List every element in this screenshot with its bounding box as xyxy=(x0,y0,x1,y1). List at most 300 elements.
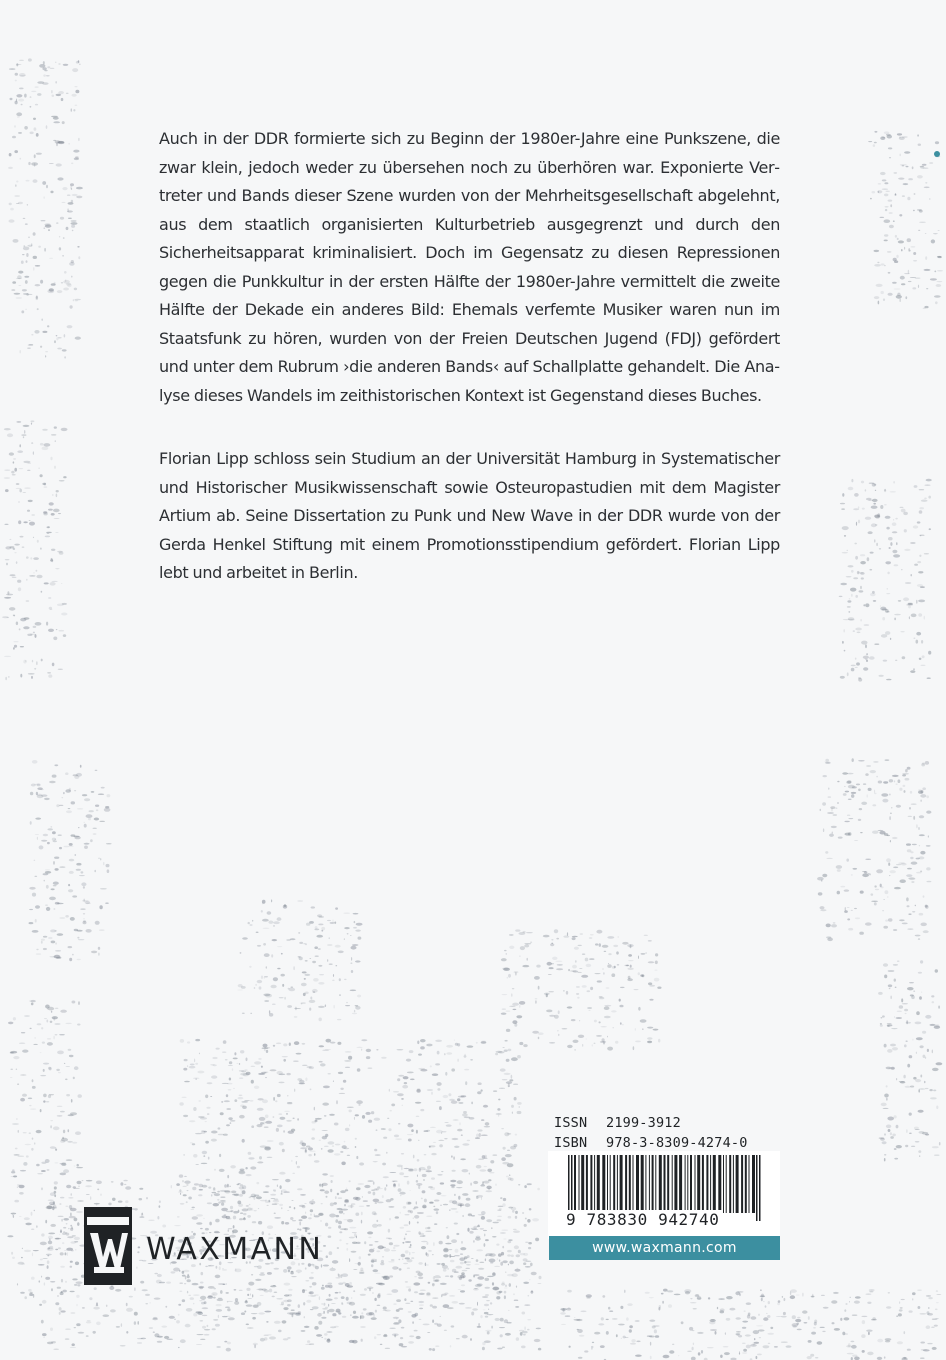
grunge-speck xyxy=(860,619,861,622)
grunge-speck xyxy=(41,789,44,790)
grunge-speck xyxy=(30,792,33,796)
grunge-speck xyxy=(84,843,90,845)
grunge-speck xyxy=(200,1296,206,1300)
grunge-speck xyxy=(250,1166,256,1169)
grunge-speck xyxy=(319,1184,321,1187)
grunge-speck xyxy=(888,147,892,149)
grunge-speck xyxy=(68,1114,74,1116)
grunge-speck xyxy=(477,1091,481,1094)
grunge-speck xyxy=(781,1342,788,1343)
grunge-speck xyxy=(449,1200,454,1203)
grunge-speck xyxy=(157,1216,159,1219)
grunge-speck xyxy=(623,1336,626,1339)
grunge-speck xyxy=(340,1088,343,1090)
grunge-speck xyxy=(171,1185,172,1188)
grunge-speck xyxy=(233,1225,235,1228)
grunge-speck xyxy=(427,1166,431,1170)
grunge-speck xyxy=(866,498,872,501)
grunge-speck xyxy=(171,1271,176,1273)
grunge-speck xyxy=(768,1343,771,1344)
grunge-speck xyxy=(401,1098,404,1100)
grunge-speck xyxy=(451,1239,457,1243)
grunge-speck xyxy=(465,1268,470,1269)
grunge-speck xyxy=(508,1310,510,1311)
grunge-speck xyxy=(457,1180,463,1184)
grunge-speck xyxy=(308,1154,312,1156)
grunge-speck xyxy=(831,1300,837,1304)
grunge-speck xyxy=(245,1300,247,1302)
grunge-speck xyxy=(924,616,925,620)
grunge-speck xyxy=(70,183,74,186)
grunge-speck xyxy=(528,1295,530,1297)
grunge-speck xyxy=(108,1203,111,1206)
grunge-speck xyxy=(546,994,548,998)
grunge-speck xyxy=(825,759,829,762)
grunge-speck xyxy=(61,1219,63,1222)
grunge-speck xyxy=(409,1252,410,1256)
grunge-speck xyxy=(743,1349,747,1352)
grunge-speck xyxy=(280,1117,286,1120)
grunge-speck xyxy=(405,1233,407,1235)
grunge-speck xyxy=(25,309,27,310)
grunge-speck xyxy=(192,1216,198,1220)
grunge-speck xyxy=(863,784,866,785)
grunge-speck xyxy=(388,1206,394,1208)
grunge-speck xyxy=(74,299,81,301)
grunge-speck xyxy=(59,1312,61,1315)
grunge-speck xyxy=(936,1302,939,1303)
grunge-speck xyxy=(96,1322,101,1326)
grunge-speck xyxy=(41,1170,46,1172)
grunge-speck xyxy=(504,1320,508,1324)
grunge-speck xyxy=(382,1163,386,1166)
grunge-speck xyxy=(882,137,885,138)
grunge-speck xyxy=(509,1283,511,1287)
grunge-speck xyxy=(66,1233,70,1236)
grunge-speck xyxy=(910,542,915,543)
grunge-speck xyxy=(912,1292,916,1295)
grunge-speck xyxy=(888,863,890,866)
grunge-speck xyxy=(375,1259,377,1262)
grunge-speck xyxy=(218,1134,224,1136)
grunge-speck xyxy=(535,999,538,1000)
grunge-speck xyxy=(371,1111,374,1114)
grunge-speck xyxy=(913,1077,916,1080)
grunge-speck xyxy=(923,1349,930,1351)
grunge-speck xyxy=(58,835,62,836)
grunge-speck xyxy=(515,1134,517,1136)
grunge-speck xyxy=(890,870,896,873)
grunge-speck xyxy=(129,1296,133,1298)
grunge-speck xyxy=(393,1303,396,1305)
grunge-speck xyxy=(139,1198,143,1200)
grunge-speck xyxy=(52,495,54,496)
grunge-speck xyxy=(328,1309,334,1312)
grunge-speck xyxy=(873,761,878,763)
grunge-speck xyxy=(844,1333,848,1335)
grunge-speck xyxy=(37,837,38,840)
grunge-speck xyxy=(342,1273,349,1277)
grunge-speck xyxy=(240,1169,245,1172)
grunge-speck xyxy=(483,1181,489,1184)
grunge-speck xyxy=(250,1293,251,1295)
grunge-speck xyxy=(223,1040,227,1044)
grunge-speck xyxy=(888,537,893,540)
grunge-speck xyxy=(71,1193,72,1196)
grunge-speck xyxy=(865,644,867,648)
grunge-speck xyxy=(910,857,913,859)
grunge-speck xyxy=(869,1291,873,1292)
grunge-speck xyxy=(502,994,508,995)
grunge-speck xyxy=(354,921,356,923)
grunge-speck xyxy=(391,1289,398,1293)
grunge-speck xyxy=(911,614,917,618)
grunge-speck xyxy=(863,604,865,606)
grunge-speck xyxy=(792,1315,796,1319)
grunge-speck xyxy=(298,1304,300,1308)
grunge-speck xyxy=(426,1242,428,1245)
grunge-speck xyxy=(228,1228,233,1229)
grunge-speck xyxy=(480,1228,484,1229)
grunge-speck xyxy=(58,63,60,64)
grunge-speck xyxy=(184,1283,186,1284)
grunge-speck xyxy=(937,256,942,258)
grunge-speck xyxy=(913,816,915,820)
grunge-speck xyxy=(40,346,42,348)
grunge-speck xyxy=(176,1320,180,1323)
grunge-speck xyxy=(355,1138,357,1140)
grunge-speck xyxy=(259,986,262,989)
grunge-speck xyxy=(218,1127,221,1129)
grunge-speck xyxy=(287,1095,288,1096)
grunge-speck xyxy=(453,1156,455,1159)
grunge-speck xyxy=(633,1046,635,1050)
grunge-speck xyxy=(67,194,71,196)
grunge-speck xyxy=(844,910,848,913)
grunge-speck xyxy=(30,1109,36,1110)
grunge-speck xyxy=(926,288,928,289)
grunge-speck xyxy=(904,1331,906,1334)
grunge-speck xyxy=(829,834,834,837)
grunge-speck xyxy=(924,269,931,271)
grunge-speck xyxy=(54,466,56,469)
grunge-speck xyxy=(76,1211,83,1213)
grunge-speck xyxy=(551,943,553,944)
grunge-speck xyxy=(59,847,62,849)
grunge-speck xyxy=(674,1294,681,1296)
grunge-speck xyxy=(70,1225,72,1227)
grunge-speck xyxy=(529,1279,531,1280)
grunge-speck xyxy=(304,974,310,976)
grunge-speck xyxy=(489,1172,494,1173)
grunge-speck xyxy=(525,1242,528,1243)
grunge-speck xyxy=(865,773,868,776)
grunge-speck xyxy=(29,1105,31,1106)
grunge-speck xyxy=(16,297,22,299)
grunge-speck xyxy=(8,676,9,678)
grunge-speck xyxy=(425,1263,426,1267)
grunge-speck xyxy=(376,1049,378,1050)
grunge-speck xyxy=(82,1307,85,1309)
grunge-speck xyxy=(844,1317,850,1320)
grunge-speck xyxy=(305,1227,310,1230)
grunge-speck xyxy=(938,1006,940,1009)
grunge-speck xyxy=(509,934,514,935)
grunge-speck xyxy=(715,1331,717,1335)
grunge-speck xyxy=(356,1156,358,1159)
grunge-speck xyxy=(928,496,931,499)
grunge-speck xyxy=(272,1296,275,1298)
grunge-speck xyxy=(910,670,915,673)
grunge-speck xyxy=(402,1242,404,1244)
grunge-speck xyxy=(78,138,79,141)
grunge-speck xyxy=(416,1180,418,1183)
grunge-speck xyxy=(871,893,874,895)
grunge-speck xyxy=(874,142,877,144)
grunge-speck xyxy=(530,942,532,943)
grunge-speck xyxy=(889,225,894,228)
grunge-speck xyxy=(449,1295,455,1296)
barcode-bar xyxy=(594,1155,595,1213)
grunge-speck xyxy=(440,1316,441,1317)
grunge-speck xyxy=(578,1035,584,1038)
grunge-speck xyxy=(230,1122,232,1123)
grunge-speck xyxy=(218,1283,225,1285)
grunge-speck xyxy=(77,1024,80,1026)
grunge-speck xyxy=(230,1206,233,1209)
grunge-speck xyxy=(33,557,39,560)
grunge-speck xyxy=(886,1125,891,1129)
grunge-speck xyxy=(649,985,655,987)
grunge-speck xyxy=(405,1303,410,1304)
grunge-speck xyxy=(19,1192,24,1195)
grunge-speck xyxy=(718,1298,725,1300)
grunge-speck xyxy=(405,1214,410,1215)
grunge-speck xyxy=(81,871,84,873)
grunge-speck xyxy=(500,1197,502,1199)
grunge-speck xyxy=(423,1179,425,1181)
grunge-speck xyxy=(580,934,584,935)
grunge-speck xyxy=(75,1131,81,1135)
grunge-speck xyxy=(504,1050,508,1052)
grunge-speck xyxy=(403,1263,408,1264)
grunge-speck xyxy=(362,1115,365,1119)
grunge-speck xyxy=(866,659,868,662)
grunge-speck xyxy=(23,1132,27,1133)
grunge-speck xyxy=(148,1220,154,1221)
grunge-speck xyxy=(851,479,853,482)
grunge-speck xyxy=(473,1181,478,1184)
grunge-speck xyxy=(63,1227,66,1229)
grunge-speck xyxy=(813,1327,816,1328)
grunge-speck xyxy=(334,1005,335,1009)
grunge-speck xyxy=(526,932,533,933)
grunge-speck xyxy=(7,591,9,594)
grunge-speck xyxy=(507,1150,510,1151)
grunge-speck xyxy=(886,191,890,192)
grunge-speck xyxy=(842,772,848,775)
grunge-speck xyxy=(34,330,39,334)
grunge-speck xyxy=(894,172,898,173)
grunge-speck xyxy=(238,1210,240,1213)
grunge-speck xyxy=(855,1296,861,1298)
grunge-speck xyxy=(329,1214,336,1218)
grunge-speck xyxy=(500,1232,506,1233)
grunge-speck xyxy=(856,784,860,786)
grunge-speck xyxy=(40,1052,42,1053)
grunge-speck xyxy=(454,1146,459,1148)
grunge-speck xyxy=(73,1186,76,1188)
grunge-speck xyxy=(579,1335,585,1337)
grunge-speck xyxy=(234,1289,237,1291)
grunge-speck xyxy=(71,222,78,225)
grunge-speck xyxy=(45,1005,50,1009)
grunge-speck xyxy=(220,1290,223,1294)
grunge-speck xyxy=(328,1283,333,1285)
grunge-speck xyxy=(77,1164,79,1167)
grunge-speck xyxy=(817,1341,823,1344)
grunge-speck xyxy=(902,773,909,775)
grunge-speck xyxy=(18,271,23,274)
grunge-speck xyxy=(233,1216,236,1220)
grunge-speck xyxy=(567,1290,572,1293)
grunge-speck xyxy=(904,273,910,274)
grunge-speck xyxy=(202,1151,207,1154)
grunge-speck xyxy=(305,1212,306,1214)
grunge-speck xyxy=(359,1206,365,1207)
grunge-speck xyxy=(382,1247,386,1249)
grunge-speck xyxy=(616,1334,618,1337)
grunge-speck xyxy=(267,1157,273,1158)
grunge-speck xyxy=(322,1103,329,1106)
grunge-speck xyxy=(860,561,866,564)
grunge-speck xyxy=(463,1111,467,1113)
grunge-speck xyxy=(195,1063,198,1065)
grunge-speck xyxy=(535,1238,539,1242)
grunge-speck xyxy=(70,305,73,308)
grunge-speck xyxy=(49,1246,53,1249)
grunge-speck xyxy=(388,1128,391,1131)
grunge-speck xyxy=(453,1119,459,1120)
grunge-speck xyxy=(608,963,609,964)
grunge-speck xyxy=(378,1283,385,1286)
grunge-speck xyxy=(697,1298,702,1299)
grunge-speck xyxy=(137,1251,139,1253)
grunge-speck xyxy=(888,1292,890,1294)
grunge-speck xyxy=(13,647,15,650)
barcode-bar xyxy=(674,1155,677,1213)
grunge-speck xyxy=(863,656,869,659)
grunge-speck xyxy=(591,1348,593,1350)
grunge-speck xyxy=(4,478,10,479)
grunge-speck xyxy=(878,992,883,995)
grunge-speck xyxy=(356,1047,362,1048)
grunge-speck xyxy=(880,1023,882,1024)
grunge-speck xyxy=(36,1225,37,1228)
grunge-speck xyxy=(898,240,904,243)
grunge-speck xyxy=(851,1341,855,1343)
grunge-speck xyxy=(923,308,926,310)
grunge-speck xyxy=(916,858,920,860)
grunge-speck xyxy=(70,1213,71,1217)
grunge-speck xyxy=(33,232,36,236)
grunge-speck xyxy=(204,1329,210,1331)
grunge-speck xyxy=(42,1333,47,1336)
grunge-speck xyxy=(12,1257,15,1259)
grunge-speck xyxy=(66,227,69,230)
grunge-speck xyxy=(57,903,64,904)
grunge-speck xyxy=(519,1042,523,1045)
grunge-speck xyxy=(931,995,934,997)
grunge-speck xyxy=(246,1174,252,1176)
grunge-speck xyxy=(176,1183,180,1186)
grunge-speck xyxy=(900,1307,903,1309)
grunge-speck xyxy=(916,632,921,636)
grunge-speck xyxy=(858,760,865,761)
grunge-speck xyxy=(892,522,897,526)
grunge-speck xyxy=(530,1263,533,1267)
grunge-speck xyxy=(893,220,895,222)
grunge-speck xyxy=(361,1312,363,1314)
grunge-speck xyxy=(291,1200,293,1201)
grunge-speck xyxy=(16,181,18,183)
grunge-speck xyxy=(40,280,43,284)
grunge-speck xyxy=(50,68,55,69)
grunge-speck xyxy=(50,1281,55,1282)
grunge-speck xyxy=(59,866,65,867)
grunge-speck xyxy=(17,580,21,583)
grunge-speck xyxy=(346,1297,349,1301)
grunge-speck xyxy=(258,1058,261,1060)
grunge-speck xyxy=(134,1312,138,1316)
grunge-speck xyxy=(478,1224,479,1226)
grunge-speck xyxy=(455,1212,458,1213)
grunge-speck xyxy=(55,1238,60,1240)
grunge-speck xyxy=(587,1007,592,1009)
grunge-speck xyxy=(22,1094,27,1097)
grunge-speck xyxy=(35,919,37,923)
grunge-speck xyxy=(419,1304,424,1305)
grunge-speck xyxy=(283,1269,287,1273)
grunge-speck xyxy=(912,911,915,912)
grunge-speck xyxy=(377,1334,381,1335)
grunge-speck xyxy=(919,913,924,916)
grunge-speck xyxy=(219,1154,221,1157)
grunge-speck xyxy=(369,1244,373,1246)
grunge-speck xyxy=(309,1201,315,1205)
grunge-speck xyxy=(45,905,48,906)
barcode-bar xyxy=(723,1155,724,1213)
grunge-speck xyxy=(196,1222,202,1224)
grunge-speck xyxy=(383,1137,387,1139)
grunge-speck xyxy=(426,1252,428,1255)
grunge-speck xyxy=(592,1044,593,1046)
grunge-speck xyxy=(98,947,100,950)
grunge-speck xyxy=(501,1013,507,1015)
grunge-speck xyxy=(508,1049,512,1052)
grunge-speck xyxy=(294,1041,299,1045)
grunge-speck xyxy=(337,1019,341,1020)
grunge-speck xyxy=(139,1188,143,1190)
grunge-speck xyxy=(202,1326,206,1329)
grunge-speck xyxy=(488,1179,491,1181)
grunge-speck xyxy=(18,285,21,286)
grunge-speck xyxy=(17,117,20,118)
grunge-speck xyxy=(9,607,15,611)
grunge-speck xyxy=(626,1317,629,1320)
grunge-speck xyxy=(926,479,932,482)
grunge-speck xyxy=(359,1162,364,1165)
